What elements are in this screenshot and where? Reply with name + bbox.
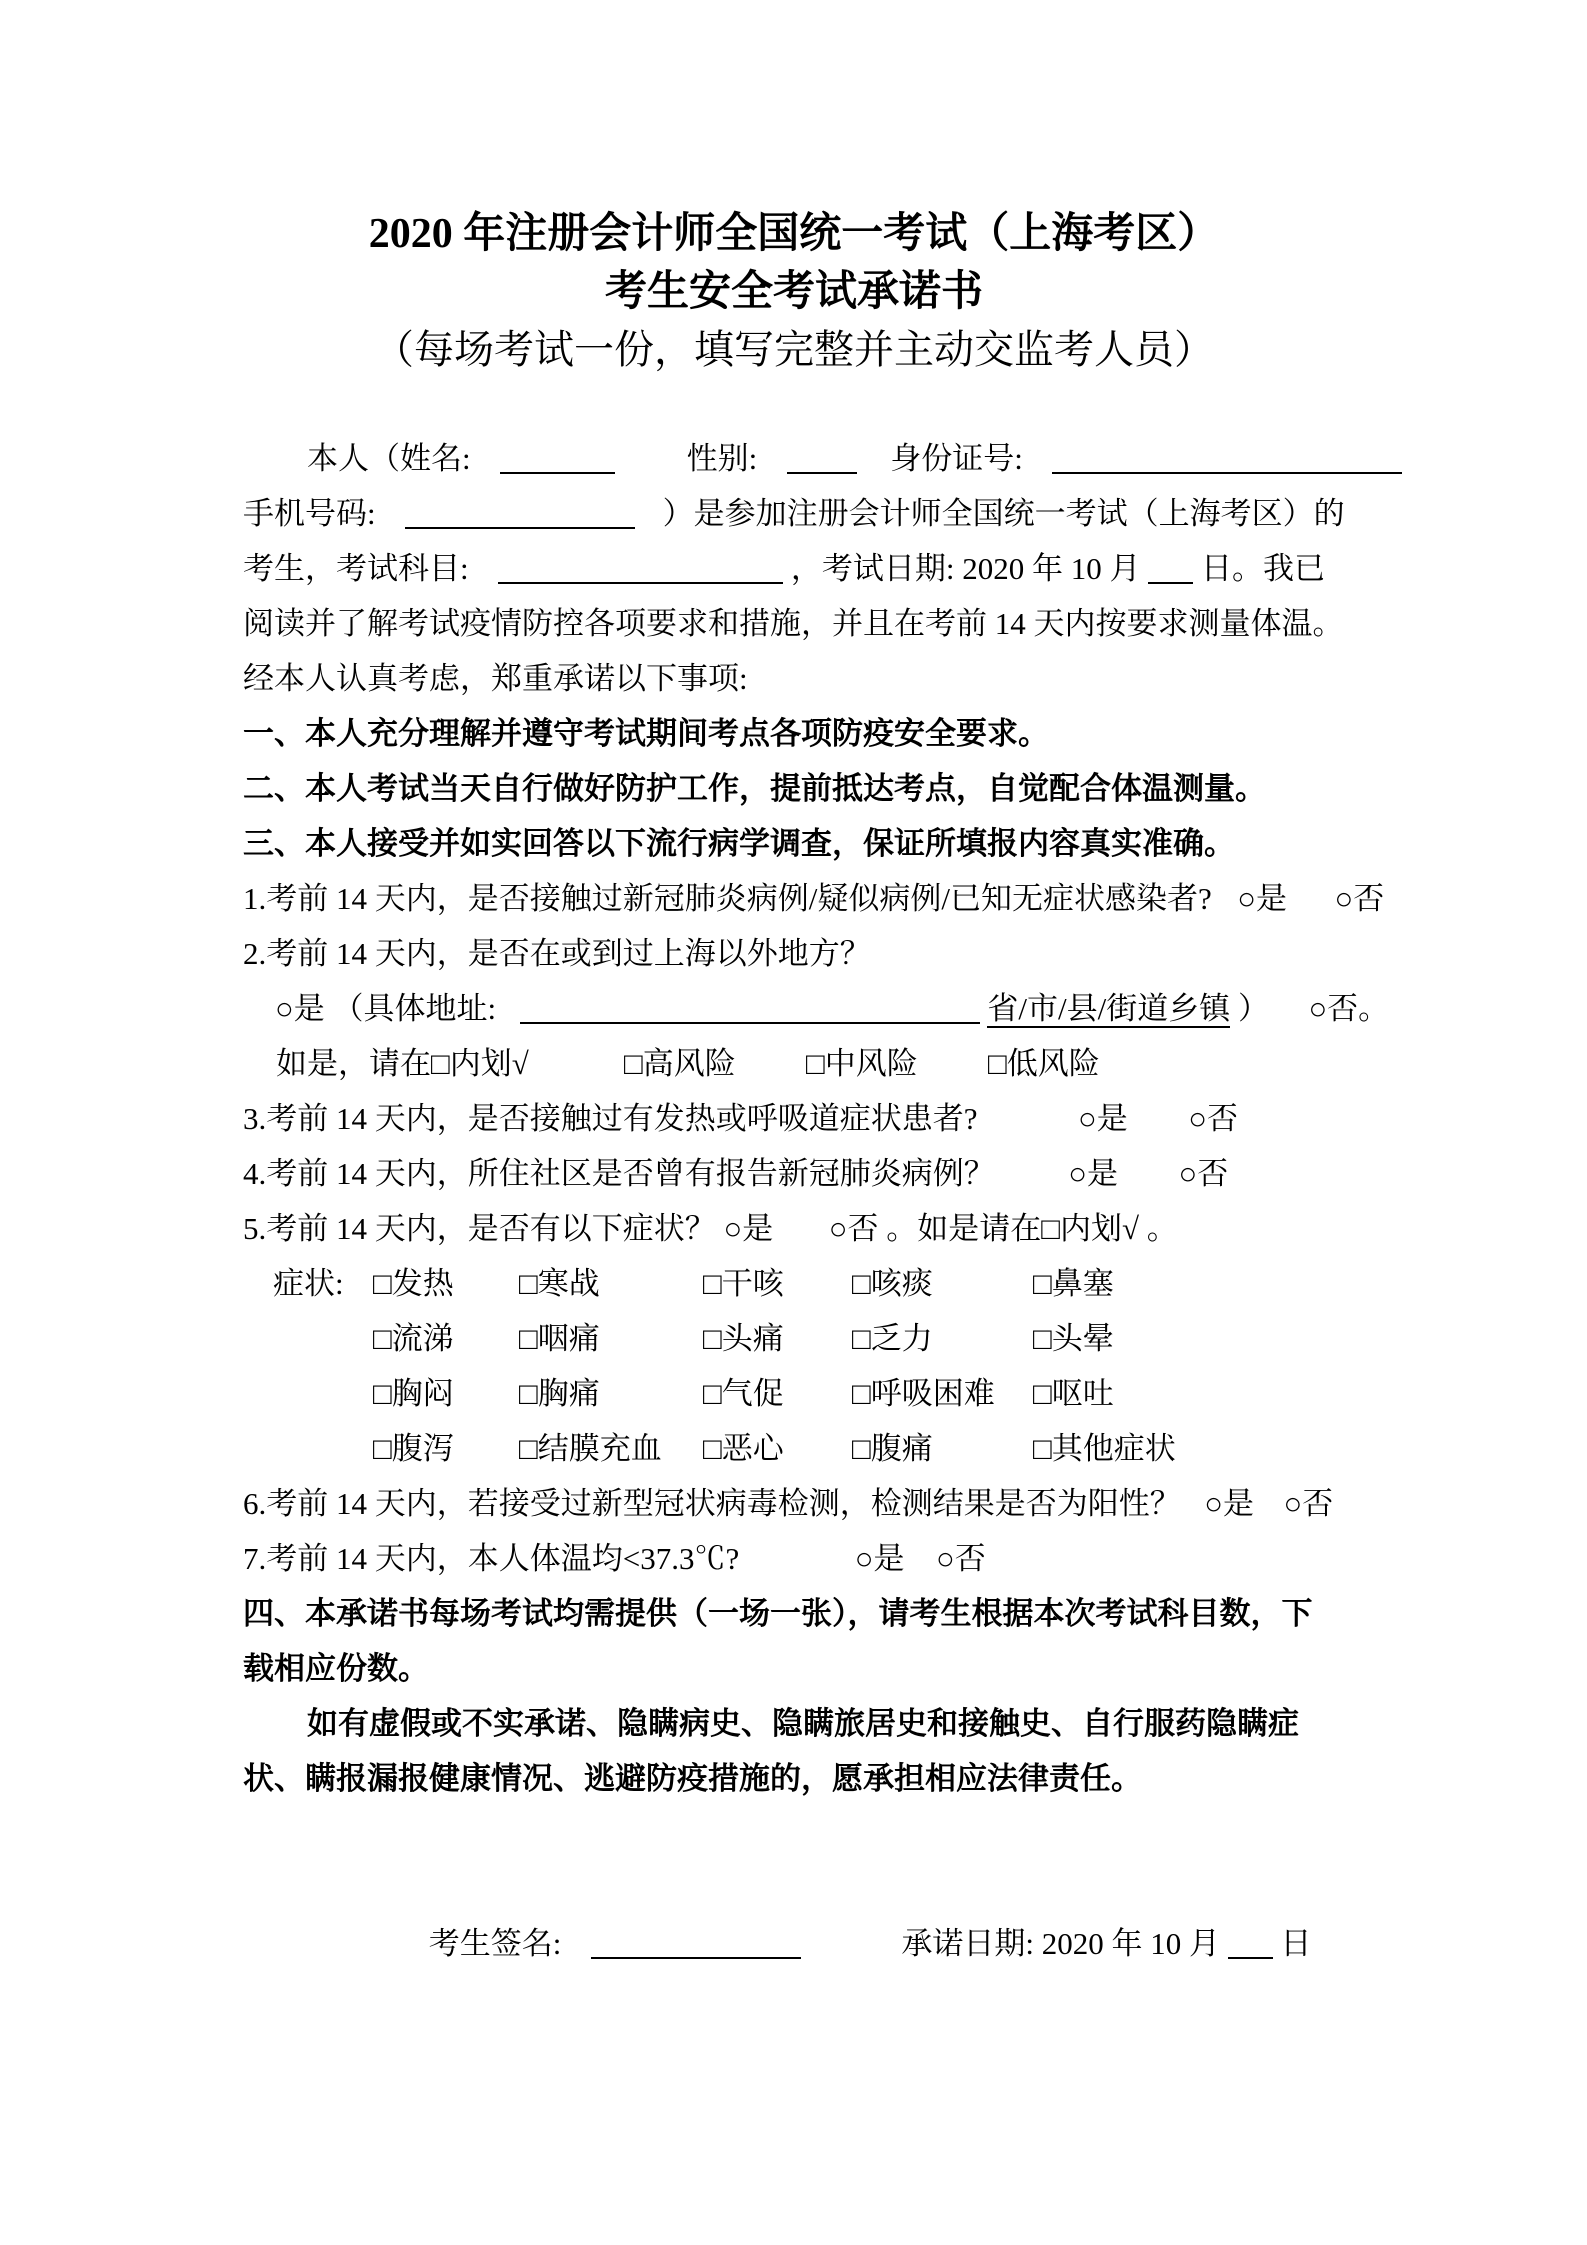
radio-q4-no[interactable]: ○否 xyxy=(1178,1156,1229,1191)
checkbox-other-symptoms[interactable]: □其他症状 xyxy=(1033,1431,1176,1466)
question-1-line xyxy=(243,871,1385,926)
radio-q2-yes[interactable]: ○是 xyxy=(275,991,325,1026)
checkbox-medium-risk[interactable]: □中风险 xyxy=(806,1046,918,1081)
commitment-item-3: 三、本人接受并如实回答以下流行病学调查，保证所填报内容真实准确。 xyxy=(243,826,1235,861)
checkbox-nausea[interactable]: □恶心 xyxy=(703,1431,784,1466)
address-region-suffix: 省/市/县/街道乡镇 xyxy=(987,991,1231,1026)
intro-line-5: 经本人认真考虑，郑重承诺以下事项: xyxy=(243,661,748,696)
exam-day-field-blank[interactable] xyxy=(1148,548,1193,584)
question-2-risk-line xyxy=(243,1036,1345,1091)
radio-q5-yes[interactable]: ○是 xyxy=(723,1211,774,1246)
question-2-line: 2.考前 14 天内，是否在或到过上海以外地方？ xyxy=(243,936,871,971)
question-3-line xyxy=(243,1091,1345,1146)
symptom-row-2 xyxy=(243,1311,1345,1366)
checkbox-runny-nose[interactable]: □流涕 xyxy=(373,1321,454,1356)
commitment-item-1: 一、本人充分理解并遵守考试期间考点各项防疫安全要求。 xyxy=(243,716,1049,751)
after-phone-text: ）是参加注册会计师全国统一考试（上海考区）的 xyxy=(662,496,1345,531)
intro-line-2 xyxy=(243,486,1345,541)
checkbox-fever[interactable]: □发热 xyxy=(373,1266,454,1301)
checkbox-low-risk[interactable]: □低风险 xyxy=(988,1046,1100,1081)
signature-label: 考生签名: xyxy=(428,1926,562,1961)
commitment-item-4-line2: 载相应份数。 xyxy=(243,1651,429,1686)
after-date-text: 日。我已 xyxy=(1201,551,1325,586)
intro-line-4: 阅读并了解考试疫情防控各项要求和措施，并且在考前 14 天内按要求测量体温。 xyxy=(243,606,1344,641)
question-7-text: 7.考前 14 天内，本人体温均<37.3℃? xyxy=(243,1541,740,1576)
liability-line-2: 状、瞒报漏报健康情况、逃避防疫措施的，愿承担相应法律责任。 xyxy=(243,1761,1142,1796)
checkbox-shortness-of-breath[interactable]: □气促 xyxy=(703,1376,784,1411)
radio-q1-yes[interactable]: ○是 xyxy=(1237,881,1287,916)
radio-q1-no[interactable]: ○否 xyxy=(1334,881,1385,916)
address-field-blank[interactable] xyxy=(520,988,980,1024)
page-title-line1: 2020 年注册会计师全国统一考试（上海考区） xyxy=(368,211,1220,257)
radio-q6-yes[interactable]: ○是 xyxy=(1204,1486,1254,1521)
checkbox-chest-tightness[interactable]: □胸闷 xyxy=(373,1376,454,1411)
question-3-text: 3.考前 14 天内，是否接触过有发热或呼吸道症状患者? xyxy=(243,1101,978,1136)
exam-subject-field-blank[interactable] xyxy=(498,548,783,584)
radio-q4-yes[interactable]: ○是 xyxy=(1068,1156,1118,1191)
checkbox-abdominal-pain[interactable]: □腹痛 xyxy=(852,1431,933,1466)
checkbox-chills[interactable]: □寒战 xyxy=(519,1266,600,1301)
signature-field-blank[interactable] xyxy=(591,1923,801,1959)
document-body xyxy=(243,431,1390,1971)
commitment-date-suffix: 日 xyxy=(1280,1926,1312,1961)
radio-q7-no[interactable]: ○否 xyxy=(935,1541,986,1576)
radio-q3-no[interactable]: ○否 xyxy=(1188,1101,1238,1136)
intro-line-1 xyxy=(243,431,1345,486)
symptom-row-1 xyxy=(243,1256,1345,1311)
id-number-field-blank[interactable] xyxy=(1052,438,1402,474)
commitment-item-4-line1: 四、本承诺书每场考试均需提供（一场一张），请考生根据本次考试科目数，下 xyxy=(243,1596,1313,1631)
checkbox-diarrhea[interactable]: □腹泻 xyxy=(373,1431,454,1466)
checkbox-conjunctival-congestion[interactable]: □结膜充血 xyxy=(519,1431,662,1466)
phone-label: 手机号码: xyxy=(243,496,376,531)
radio-q5-no[interactable]: ○否 xyxy=(828,1211,879,1246)
checkbox-vomiting[interactable]: □呕吐 xyxy=(1033,1376,1114,1411)
commitment-item-2: 二、本人考试当天自行做好防护工作，提前抵达考点，自觉配合体温测量。 xyxy=(243,771,1266,806)
question-2-answer-line xyxy=(243,981,1390,1036)
checkbox-headache[interactable]: □头痛 xyxy=(703,1321,784,1356)
radio-q2-no[interactable]: ○否。 xyxy=(1308,991,1390,1026)
intro-line-3 xyxy=(243,541,1345,596)
commitment-date-label: 承诺日期: 2020 年 10 月 xyxy=(901,1926,1220,1961)
checkbox-nasal-congestion[interactable]: □鼻塞 xyxy=(1033,1266,1114,1301)
symptoms-label: 症状: xyxy=(273,1266,344,1301)
radio-q6-no[interactable]: ○否 xyxy=(1283,1486,1334,1521)
address-label: （具体地址: xyxy=(332,991,497,1026)
checkbox-dizziness[interactable]: □头晕 xyxy=(1033,1321,1114,1356)
page-subtitle: （每场考试一份，填写完整并主动交监考人员） xyxy=(374,327,1214,372)
name-label: 本人（姓名: xyxy=(307,441,471,476)
signature-line xyxy=(243,1916,1345,1971)
checkbox-sore-throat[interactable]: □咽痛 xyxy=(519,1321,600,1356)
close-paren-text: ） xyxy=(1237,991,1269,1026)
exam-date-label: ，考试日期: 2020 年 10 月 xyxy=(790,551,1141,586)
symptom-row-3 xyxy=(243,1366,1345,1421)
question-5-text: 5.考前 14 天内，是否有以下症状？ xyxy=(243,1211,716,1246)
id-number-label: 身份证号: xyxy=(890,441,1023,476)
question-5-suffix-text: 。如是请在□内划√ 。 xyxy=(886,1211,1178,1246)
question-1-text: 1.考前 14 天内，是否接触过新冠肺炎病例/疑似病例/已知无症状感染者? xyxy=(243,881,1212,916)
phone-field-blank[interactable] xyxy=(405,493,635,529)
question-6-line xyxy=(243,1476,1345,1531)
question-4-text: 4.考前 14 天内，所住社区是否曾有报告新冠肺炎病例？ xyxy=(243,1156,995,1191)
symptom-row-4 xyxy=(243,1421,1345,1476)
tick-instruction-text: 如是，请在□内划√ xyxy=(276,1046,529,1081)
checkbox-fatigue[interactable]: □乏力 xyxy=(852,1321,933,1356)
question-5-line xyxy=(243,1201,1345,1256)
gender-label: 性别: xyxy=(686,441,758,476)
checkbox-breathing-difficulty[interactable]: □呼吸困难 xyxy=(852,1376,995,1411)
question-4-line xyxy=(243,1146,1345,1201)
exam-subject-label: 考生，考试科目: xyxy=(243,551,469,586)
checkbox-dry-cough[interactable]: □干咳 xyxy=(703,1266,784,1301)
checkbox-phlegm[interactable]: □咳痰 xyxy=(852,1266,933,1301)
checkbox-chest-pain[interactable]: □胸痛 xyxy=(519,1376,600,1411)
radio-q7-yes[interactable]: ○是 xyxy=(854,1541,905,1576)
liability-line-1: 如有虚假或不实承诺、隐瞒病史、隐瞒旅居史和接触史、自行服药隐瞒症 xyxy=(307,1706,1299,1741)
question-6-text: 6.考前 14 天内，若接受过新型冠状病毒检测，检测结果是否为阳性？ xyxy=(243,1486,1181,1521)
question-7-line xyxy=(243,1531,1345,1586)
page-title-line2: 考生安全考试承诺书 xyxy=(604,269,983,315)
name-field-blank[interactable] xyxy=(500,438,615,474)
commitment-day-field-blank[interactable] xyxy=(1228,1923,1273,1959)
gender-field-blank[interactable] xyxy=(787,438,857,474)
radio-q3-yes[interactable]: ○是 xyxy=(1078,1101,1128,1136)
checkbox-high-risk[interactable]: □高风险 xyxy=(624,1046,736,1081)
